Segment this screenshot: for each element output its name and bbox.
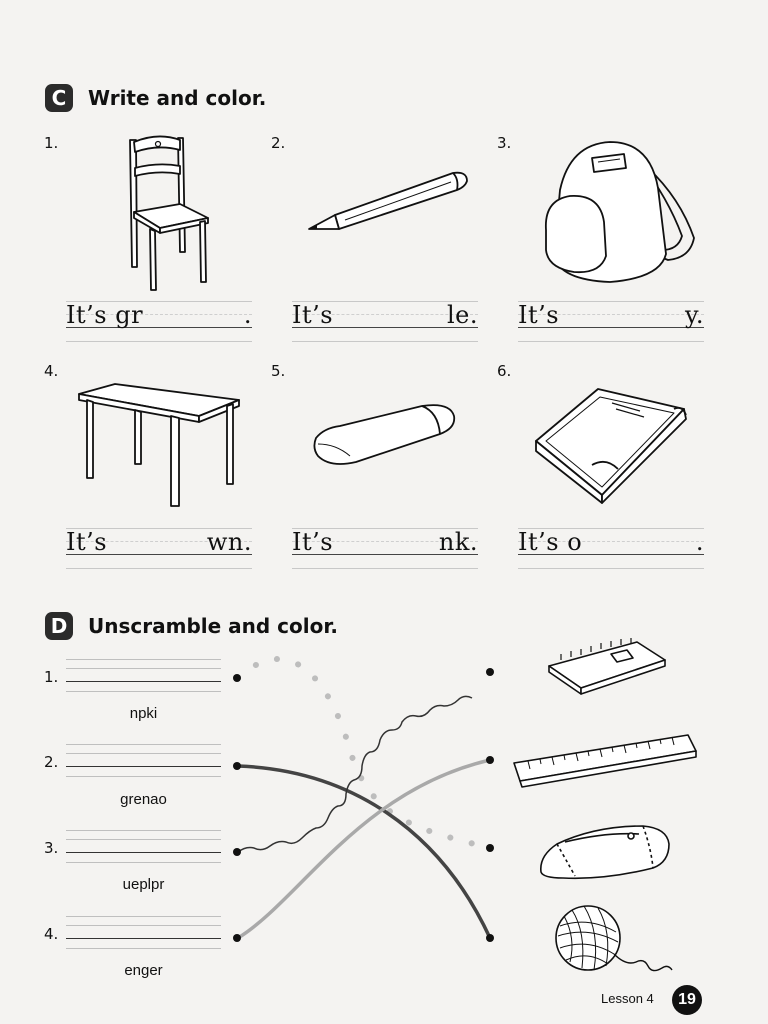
sentence-start: It’s o [518, 528, 583, 556]
item-number: 1. [44, 668, 59, 686]
sentence-start: It’s [292, 301, 334, 329]
scrambled-word: enger [124, 962, 163, 979]
yarn-ball-icon [552, 902, 682, 982]
item-number: 4. [44, 925, 59, 943]
sentence-end: . [695, 528, 704, 556]
item-number: 4. [44, 362, 59, 380]
sentence-end: le. [446, 301, 478, 329]
sentence-end: wn. [206, 528, 252, 556]
item-number: 3. [497, 134, 512, 152]
scrambled-word: ueplpr [122, 876, 165, 893]
ruler-icon [510, 733, 700, 793]
pencil-case-icon [535, 822, 675, 882]
sentence-end: . [243, 301, 252, 329]
section-d-badge: D [45, 612, 73, 640]
scrambled-word: grenao [120, 791, 167, 808]
item-number: 2. [271, 134, 286, 152]
sentence-end: y. [685, 301, 704, 329]
section-c-badge: C [45, 84, 73, 112]
item-number: 1. [44, 134, 59, 152]
sentence-start: It’s [518, 301, 560, 329]
sentence-start: It’s gr [66, 301, 144, 329]
item-number: 6. [497, 362, 512, 380]
item-number: 2. [44, 753, 59, 771]
lesson-label: Lesson 4 [601, 991, 654, 1006]
sentence-start: It’s [292, 528, 334, 556]
item-number: 5. [271, 362, 286, 380]
sentence-start: It’s [66, 528, 108, 556]
item-number: 3. [44, 839, 59, 857]
notebook-icon [545, 638, 675, 708]
page-number: 19 [672, 985, 702, 1015]
section-d-title: Unscramble and color. [88, 614, 338, 638]
section-c-title: Write and color. [88, 86, 267, 110]
scrambled-word: npki [129, 705, 158, 722]
sentence-end: nk. [438, 528, 478, 556]
